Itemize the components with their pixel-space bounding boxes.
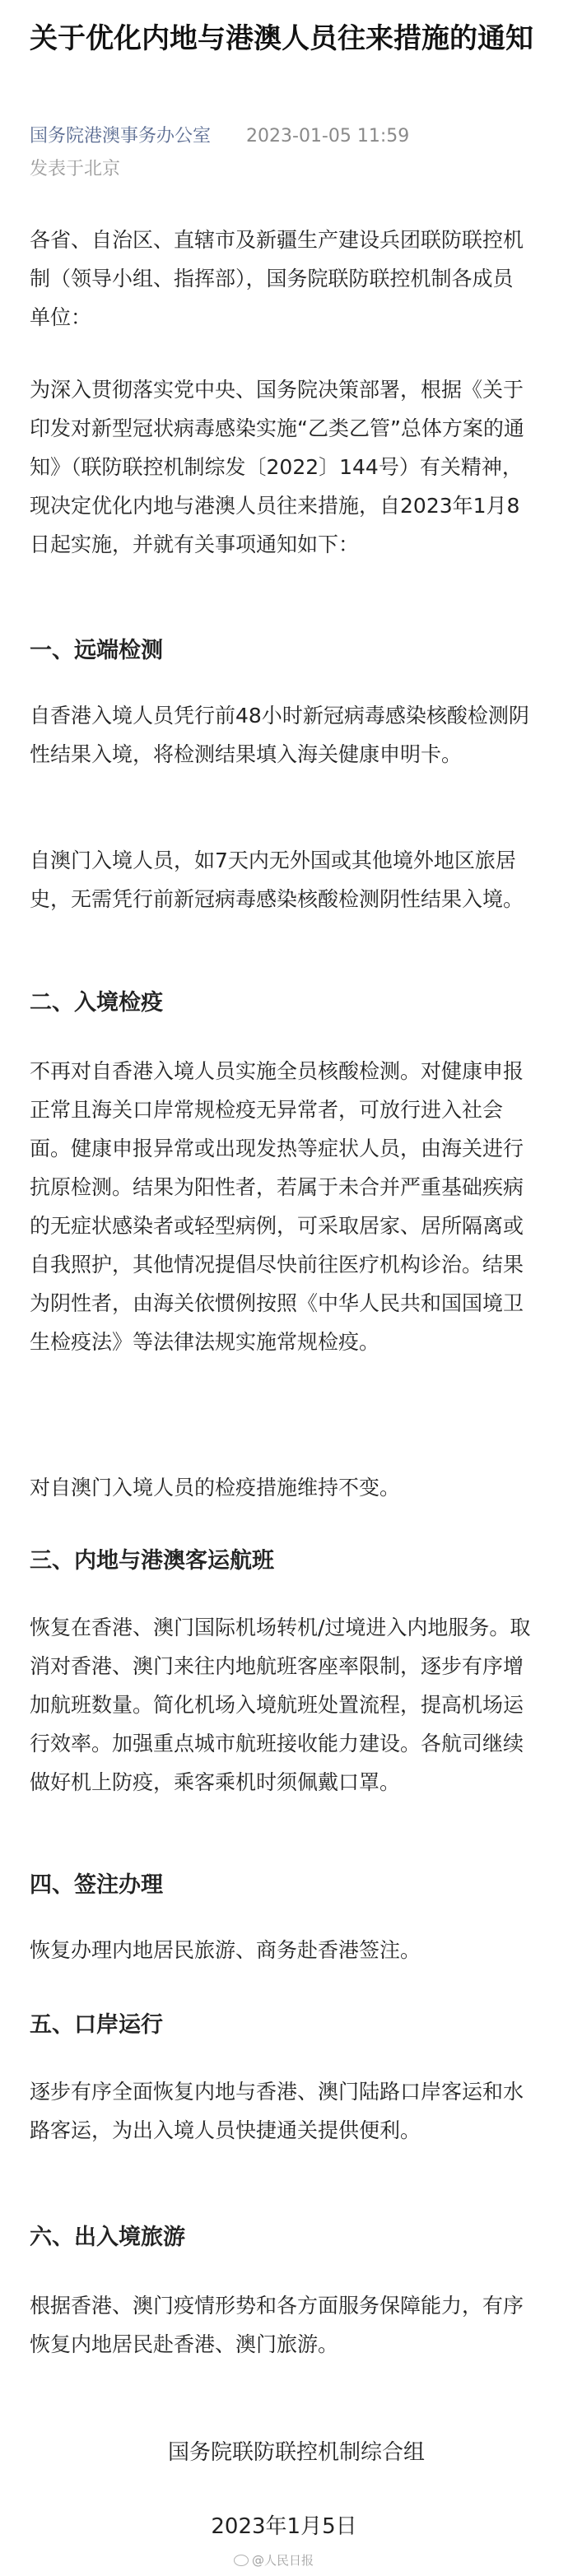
- signature-organization: 国务院联防联控机制综合组: [167, 2440, 425, 2465]
- signature-date: 2023年1月5日: [211, 2514, 357, 2539]
- intro-paragraph: 为深入贯彻落实党中央、国务院决策部署，根据《关于印发对新型冠状病毒感染实施“乙类乙管”总体方案的通知》（联防联控机制综发〔2022〕144号）有关精神，现决定优化内地与港澳人员往来措施，自2023年1月8日起实施，并就有关事项通知如下：: [30, 378, 524, 556]
- image-watermark: [234, 2551, 314, 2569]
- section-heading-entry-quarantine: 二、入境检疫: [30, 990, 163, 1016]
- section-heading-remote-testing: 一、远端检测: [30, 638, 163, 663]
- section1-paragraph-hongkong: 自香港入境人员凭行前48小时新冠病毒感染核酸检测阴性结果入境，将检测结果填入海关健康申明卡。: [30, 704, 529, 766]
- article-title: 关于优化内地与港澳人员往来措施的通知: [30, 22, 533, 55]
- section-heading-visa: 四、签注办理: [30, 1872, 163, 1898]
- addressee-paragraph: 各省、自治区、直辖市及新疆生产建设兵团联防联控机制（领导小组、指挥部），国务院联防联控机制各成员单位：: [30, 228, 524, 329]
- section1-paragraph-macao: 自澳门入境人员，如7天内无外国或其他境外地区旅居史，无需凭行前新冠病毒感染核酸检测阴性结果入境。: [30, 849, 524, 911]
- article-meta: [30, 123, 409, 150]
- publish-date: 2023-01-05 11:59: [246, 126, 410, 146]
- publish-location: 发表于北京: [30, 159, 121, 179]
- section-heading-flights: 三、内地与港澳客运航班: [30, 1548, 274, 1574]
- section2-paragraph-macao: 对自澳门入境人员的检疫措施维持不变。: [30, 1476, 401, 1500]
- section-heading-port-operation: 五、口岸运行: [30, 2012, 163, 2038]
- section6-paragraph: 根据香港、澳门疫情形势和各方面服务保障能力，有序恢复内地居民赴香港、澳门旅游。: [30, 2294, 524, 2356]
- account-name-link[interactable]: 国务院港澳事务办公室: [30, 126, 212, 146]
- section3-paragraph: 恢复在香港、澳门国际机场转机/过境进入内地服务。取消对香港、澳门来往内地航班客座率限制，逐步有序增加航班数量。简化机场入境航班处置流程，提高机场运行效率。加强重点城市航班接收能力建设。各航司继续做好机上防疫，乘客乘机时须佩戴口罩。: [30, 1616, 531, 1794]
- watermark-text: @人民日报: [252, 2553, 314, 2568]
- section-heading-tourism: 六、出入境旅游: [30, 2225, 185, 2250]
- weibo-icon: [234, 2555, 249, 2566]
- section2-paragraph-hongkong: 不再对自香港入境人员实施全员核酸检测。对健康申报正常且海关口岸常规检疫无异常者，可放行进入社会面。健康申报异常或出现发热等症状人员，由海关进行抗原检测。结果为阳性者，若属于未合并严重基础疾病的无症状感染者或轻型病例，可采取居家、居所隔离或自我照护，其他情况提倡尽快前往医疗机构诊治。结果为阴性者，由海关依惯例按照《中华人民共和国国境卫生检疫法》等法律法规实施常规检疫。: [30, 1059, 524, 1354]
- section4-paragraph: 恢复办理内地居民旅游、商务赴香港签注。: [30, 1938, 421, 1962]
- section5-paragraph: 逐步有序全面恢复内地与香港、澳门陆路口岸客运和水路客运，为出入境人员快捷通关提供便利。: [30, 2080, 524, 2142]
